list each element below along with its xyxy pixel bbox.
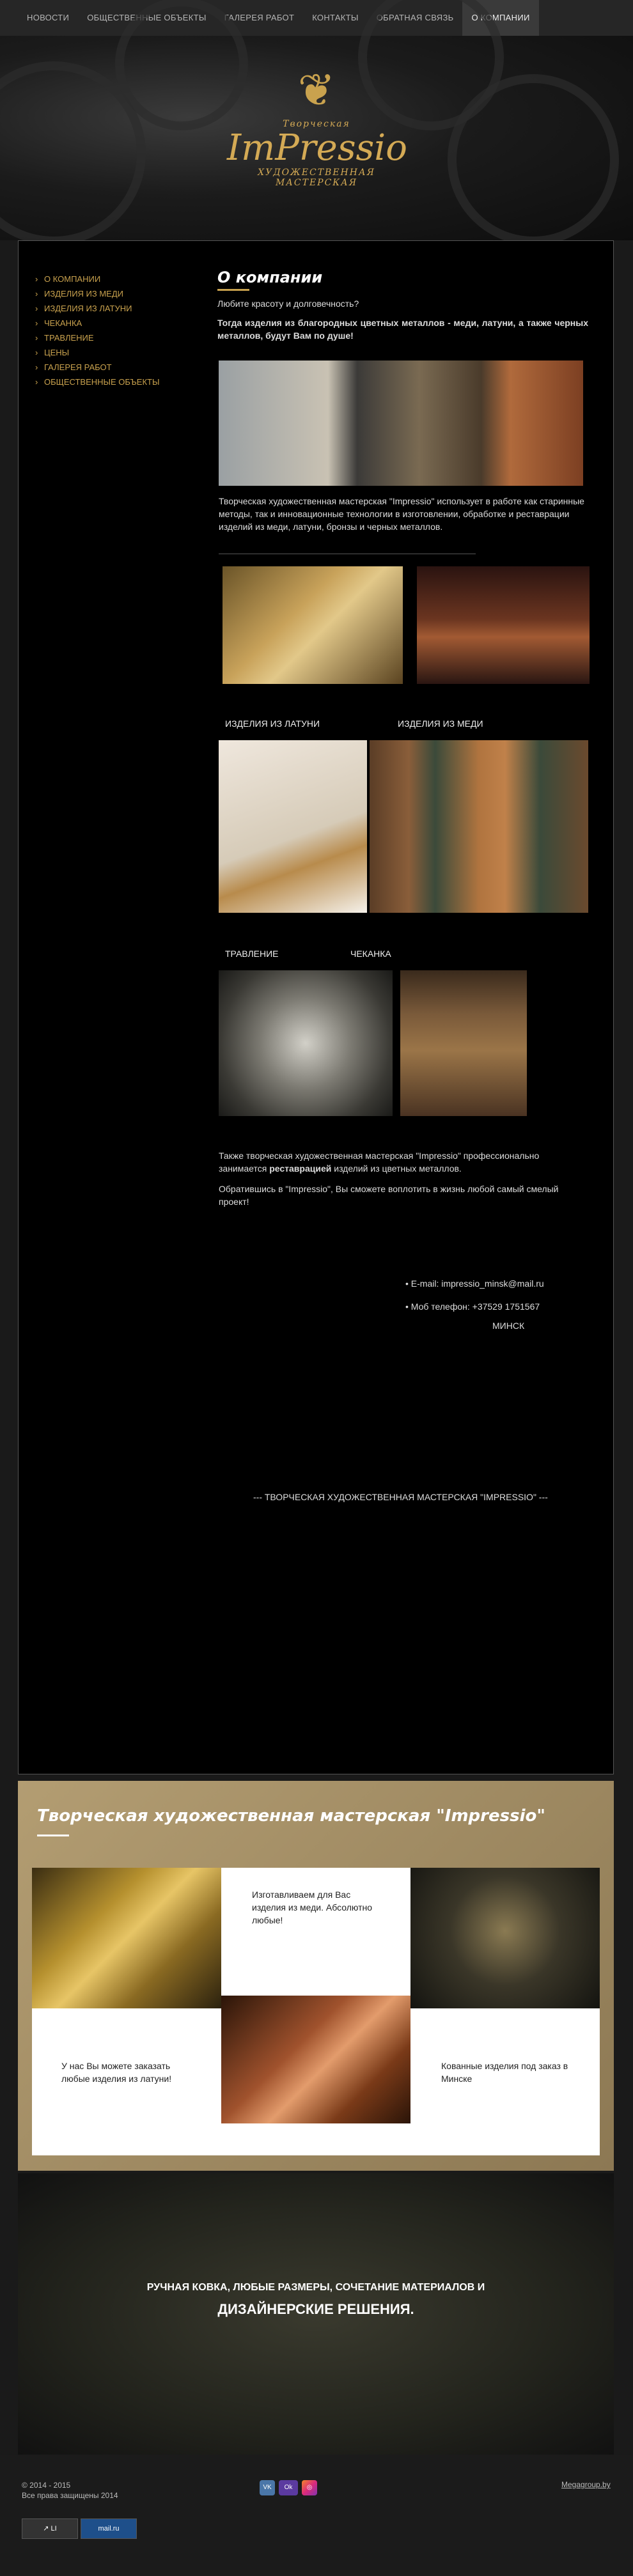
footer	[0, 2455, 633, 2576]
promo-card-copper-footer	[221, 2123, 410, 2155]
promo-card-brass[interactable]	[32, 2008, 221, 2155]
lead-text: Тогда изделия из благородных цветных металлов - меди, латуни, а также черных металлов, будут Вам по душе!	[217, 318, 588, 341]
hero-banner	[0, 36, 633, 240]
restoration-keyword: реставрацией	[269, 1163, 332, 1174]
brass-sconce-photo[interactable]	[219, 740, 367, 913]
label-brass-products: ИЗДЕЛИЯ ИЗ ЛАТУНИ	[225, 718, 320, 729]
restoration-text-end: изделий из цветных металлов.	[331, 1163, 462, 1174]
sidebar-item-gallery[interactable]: › ГАЛЕРЕЯ РАБОТ	[35, 360, 163, 375]
signature-text: --- ТВОРЧЕСКАЯ ХУДОЖЕСТВЕННАЯ МАСТЕРСКАЯ "IMPRESSIO" ---	[253, 1492, 548, 1502]
banner-line1: РУЧНАЯ КОВКА, ЛЮБЫЕ РАЗМЕРЫ, СОЧЕТАНИЕ МАТЕРИАЛОВ И	[146, 2282, 485, 2293]
sidebar-menu	[35, 272, 163, 389]
nav-gallery[interactable]: ГАЛЕРЕЯ РАБОТ	[224, 13, 295, 22]
contact-city: МИНСК	[492, 1321, 525, 1331]
promo-card-forging[interactable]	[410, 2008, 600, 2155]
brass-rods-photo[interactable]	[32, 1868, 221, 2008]
promo-card-forging-text: Кованные изделия под заказ в Минске	[441, 2061, 568, 2084]
nav-feedback[interactable]: ОБРАТНАЯ СВЯЗЬ	[376, 13, 454, 22]
site-logo[interactable]	[227, 61, 406, 215]
sidebar-item-copper[interactable]: › ИЗДЕЛИЯ ИЗ МЕДИ	[35, 286, 163, 301]
nav-public-objects[interactable]: ОБЩЕСТВЕННЫЕ ОБЪЕКТЫ	[87, 13, 207, 22]
top-navigation	[0, 0, 633, 36]
forged-iron-photo[interactable]	[410, 1868, 600, 2008]
about-text: Творческая художественная мастерская "Impressio" использует в работе как старинные методы, так и инновационные технологии в изготовлении, обработке и реставрации изделий из меди, латуни, бронзы и черных металлов.	[219, 496, 584, 532]
developer-link[interactable]: Megagroup.by	[561, 2480, 611, 2489]
promo-section	[18, 1781, 614, 2171]
logo-brand: ImPressio	[227, 127, 407, 169]
etching-plate-photo[interactable]	[219, 970, 393, 1116]
title-underline	[217, 289, 249, 291]
copper-door-photo[interactable]	[370, 740, 588, 913]
sidebar-item-about[interactable]: › О КОМПАНИИ	[35, 272, 163, 286]
page-title: О компании	[217, 268, 323, 286]
collage-image	[219, 361, 583, 486]
logo-line1: Творческая	[283, 119, 350, 129]
instagram-icon[interactable]: ◎	[302, 2480, 317, 2495]
sidebar-item-etching[interactable]: › ТРАВЛЕНИЕ	[35, 330, 163, 345]
copyright-years: © 2014 - 2015	[22, 2481, 71, 2490]
contact-email[interactable]: • E-mail: impressio_minsk@mail.ru	[405, 1278, 544, 1289]
sidebar-item-public-objects[interactable]: › ОБЩЕСТВЕННЫЕ ОБЪЕКТЫ	[35, 375, 163, 389]
vk-icon[interactable]: VK	[260, 2480, 275, 2495]
label-etching: ТРАВЛЕНИЕ	[225, 949, 279, 959]
promo-card-copper-text: Изготавливаем для Вас изделия из меди. Абсолютно любые!	[252, 1889, 373, 1925]
copper-interior-photo[interactable]	[417, 566, 590, 684]
forging-banner	[18, 2173, 614, 2455]
odnoklassniki-icon[interactable]: Ok	[279, 2480, 298, 2495]
sidebar-item-chasing[interactable]: › ЧЕКАНКА	[35, 316, 163, 330]
copyright-rights: Все права защищены 2014	[22, 2491, 118, 2500]
mailru-counter-badge[interactable]: mail.ru	[81, 2518, 137, 2539]
restoration-text-start: Также творческая художественная мастерская "Impressio" профессионально занимается	[219, 1151, 540, 1174]
logo-line2: ХУДОЖЕСТВЕННАЯ МАСТЕРСКАЯ	[258, 167, 375, 188]
nav-contacts[interactable]: КОНТАКТЫ	[312, 13, 359, 22]
copyright	[22, 2480, 118, 2501]
sidebar-item-brass[interactable]: › ИЗДЕЛИЯ ИЗ ЛАТУНИ	[35, 301, 163, 316]
restoration-text	[219, 1149, 586, 1175]
sidebar-item-prices[interactable]: › ЦЕНЫ	[35, 345, 163, 360]
intro-text: Любите красоту и долговечность?	[217, 299, 359, 309]
banner-line2: ДИЗАЙНЕРСКИЕ РЕШЕНИЯ.	[217, 2301, 414, 2317]
liveinternet-counter-badge[interactable]: ↗ LI	[22, 2518, 78, 2539]
promo-card-brass-text: У нас Вы можете заказать любые изделия из латуни!	[61, 2061, 172, 2084]
chasing-panel-photo[interactable]	[400, 970, 527, 1116]
copper-rods-photo[interactable]	[221, 1996, 410, 2123]
promo-title: Творческая художественная мастерская "Impressio"	[37, 1806, 545, 1826]
nav-news[interactable]: НОВОСТИ	[27, 13, 70, 22]
brass-table-photo[interactable]	[223, 566, 403, 684]
contact-phone[interactable]: • Моб телефон: +37529 1751567	[405, 1301, 540, 1312]
crown-ornament-icon: ❦	[297, 64, 336, 116]
main-content	[217, 268, 588, 348]
promo-card-copper[interactable]	[221, 1868, 410, 1996]
label-chasing: ЧЕКАНКА	[350, 949, 391, 959]
nav-about[interactable]: О КОМПАНИИ	[462, 0, 538, 36]
promo-title-underline	[37, 1835, 69, 1836]
call-to-action-text: Обратившись в "Impressio", Вы сможете воплотить в жизнь любой самый смелый проект!	[219, 1184, 559, 1207]
label-copper-products: ИЗДЕЛИЯ ИЗ МЕДИ	[398, 718, 483, 729]
